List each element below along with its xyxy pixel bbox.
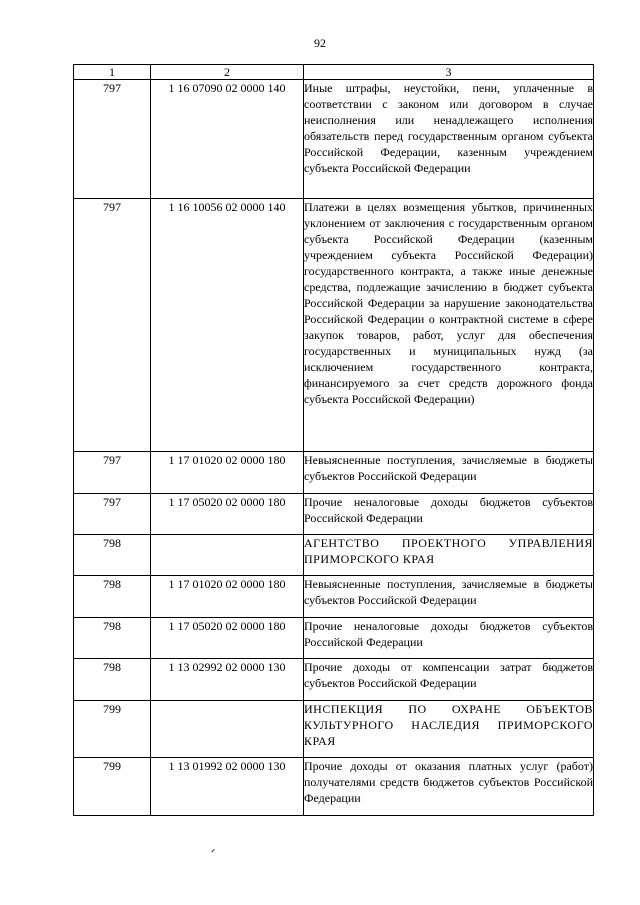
description-cell: Невыясненные поступления, зачисляемые в бюджеты субъектов Российской Федерации [304, 452, 594, 494]
column-header-2: 2 [151, 65, 304, 80]
admin-code-cell: 797 [74, 452, 151, 494]
table-row [74, 576, 594, 618]
budget-code-cell: 1 16 07090 02 0000 140 [151, 80, 304, 199]
admin-code-cell: 797 [74, 494, 151, 535]
admin-code-cell: 797 [74, 80, 151, 199]
column-header-1: 1 [74, 65, 151, 80]
budget-code-cell: 1 16 10056 02 0000 140 [151, 199, 304, 452]
description-cell: Прочие доходы от компенсации затрат бюджетов субъектов Российской Федерации [304, 659, 594, 701]
stray-pen-mark: ᐟ [211, 848, 216, 859]
budget-code-cell: 1 17 05020 02 0000 180 [151, 494, 304, 535]
budget-code-cell [151, 701, 304, 758]
table-row [74, 199, 594, 452]
table-row [74, 494, 594, 535]
admin-code-cell: 798 [74, 618, 151, 659]
table-row [74, 758, 594, 816]
admin-code-cell: 797 [74, 199, 151, 452]
description-cell: Прочие доходы от оказания платных услуг (работ) получателями средств бюджетов субъектов Российской Федерации [304, 758, 594, 816]
admin-code-cell: 798 [74, 576, 151, 618]
budget-code-cell [151, 535, 304, 576]
budget-code-cell: 1 13 02992 02 0000 130 [151, 659, 304, 701]
budget-code-cell: 1 17 05020 02 0000 180 [151, 618, 304, 659]
budget-code-cell: 1 17 01020 02 0000 180 [151, 452, 304, 494]
table-row [74, 701, 594, 758]
table-row [74, 535, 594, 576]
admin-code-cell: 798 [74, 659, 151, 701]
agency-heading-cell: АГЕНТСТВО ПРОЕКТНОГО УПРАВЛЕНИЯ ПРИМОРСКОГО КРАЯ [304, 535, 594, 576]
budget-code-cell: 1 17 01020 02 0000 180 [151, 576, 304, 618]
revenue-codes-table [73, 64, 594, 816]
table-row [74, 618, 594, 659]
table-header-row [74, 65, 594, 80]
column-header-3: 3 [304, 65, 594, 80]
admin-code-cell: 799 [74, 701, 151, 758]
description-cell: Невыясненные поступления, зачисляемые в бюджеты субъектов Российской Федерации [304, 576, 594, 618]
description-cell: Иные штрафы, неустойки, пени, уплаченные в соответствии с законом или договором в случае неисполнения или ненадлежащего исполнения обязательств перед государственным органом субъекта Российской Федерации, казенным учреждением субъекта Российской Федерации [304, 80, 594, 199]
admin-code-cell: 798 [74, 535, 151, 576]
description-cell: Платежи в целях возмещения убытков, причиненных уклонением от заключения с государственным органом субъекта Российской Федерации (казенным учреждением субъекта Российской Федерации) государственного контракта, а также иные денежные средства, подлежащие зачислению в бюджет субъекта Российской Федерации за нарушение законодательства Российской Федерации о контрактной системе в сфере закупок товаров, работ, услуг для обеспечения государственных и муниципальных нужд (за исключением государственного контракта, финансируемого за счет средств дорожного фонда субъекта Российской Федерации) [304, 199, 594, 452]
table-row [74, 80, 594, 199]
page-number: 92 [314, 36, 326, 50]
table-row [74, 452, 594, 494]
admin-code-cell: 799 [74, 758, 151, 816]
description-cell: Прочие неналоговые доходы бюджетов субъектов Российской Федерации [304, 494, 594, 535]
agency-heading-cell: ИНСПЕКЦИЯ ПО ОХРАНЕ ОБЪЕКТОВ КУЛЬТУРНОГО НАСЛЕДИЯ ПРИМОРСКОГО КРАЯ [304, 701, 594, 758]
table-row [74, 659, 594, 701]
budget-code-cell: 1 13 01992 02 0000 130 [151, 758, 304, 816]
description-cell: Прочие неналоговые доходы бюджетов субъектов Российской Федерации [304, 618, 594, 659]
